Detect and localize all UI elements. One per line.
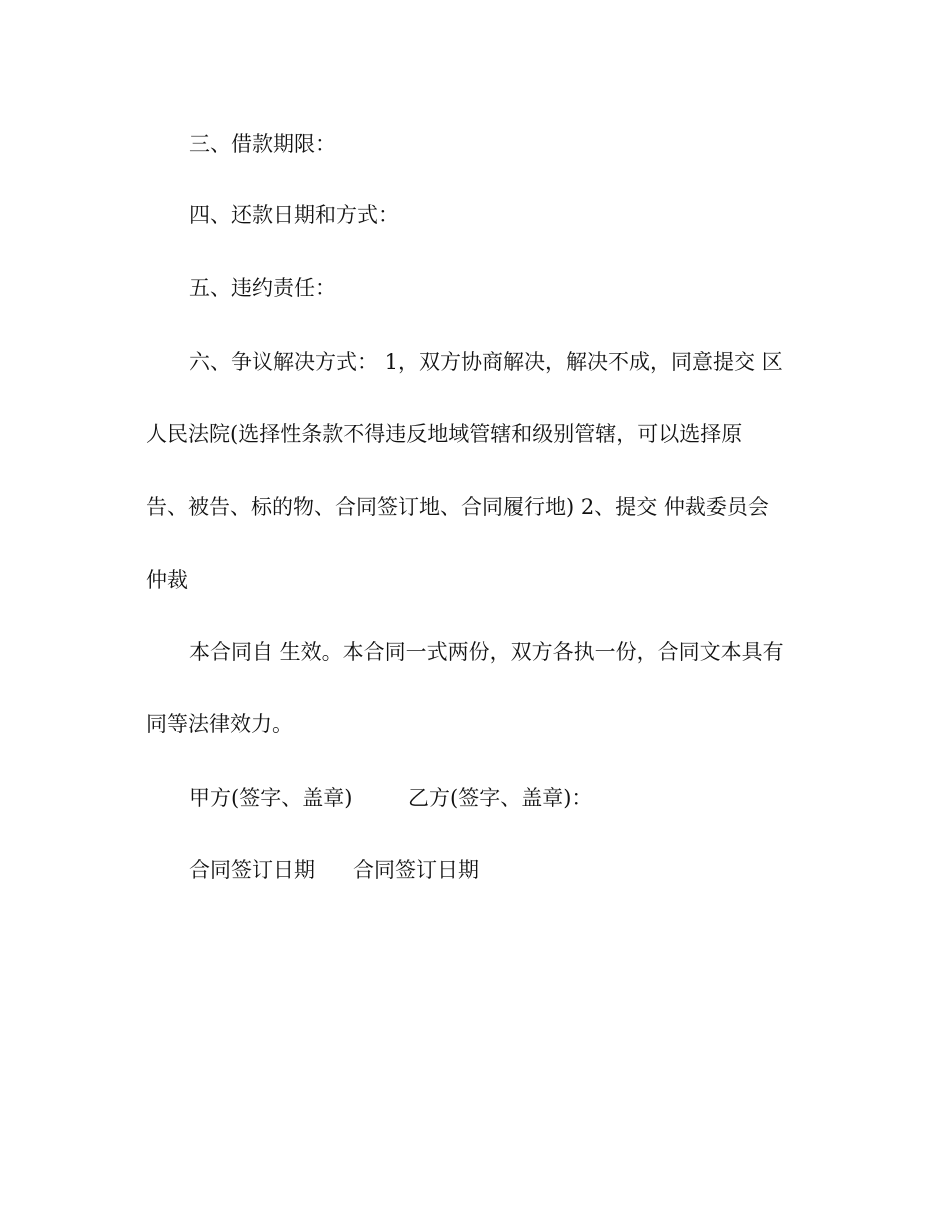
clause-liability: 五、违约责任： (189, 276, 336, 300)
clause-loan-term: 三、借款期限： (189, 132, 336, 156)
clause-dispute-line-4: 仲裁 (146, 568, 188, 592)
clause-dispute-line-2: 人民法院(选择性条款不得违反地域管辖和级别管辖，可以选择原 (146, 422, 743, 446)
sign-date-b: 合同签订日期 (353, 858, 479, 882)
effect-clause-line-2: 同等法律效力。 (146, 712, 293, 736)
clause-dispute-line-3: 告、被告、标的物、合同签订地、合同履行地) 2、提交 仲裁委员会 (146, 495, 769, 519)
signature-party-a: 甲方(签字、盖章) (189, 786, 353, 810)
signature-party-b: 乙方(签字、盖章)： (408, 786, 593, 810)
clause-dispute-line-1: 六、争议解决方式： 1，双方协商解决，解决不成，同意提交 区 (189, 350, 783, 374)
sign-date-a: 合同签订日期 (189, 858, 315, 882)
effect-clause-line-1: 本合同自 生效。本合同一式两份，双方各执一份，合同文本具有 (189, 640, 784, 664)
clause-repayment: 四、还款日期和方式： (189, 203, 399, 227)
